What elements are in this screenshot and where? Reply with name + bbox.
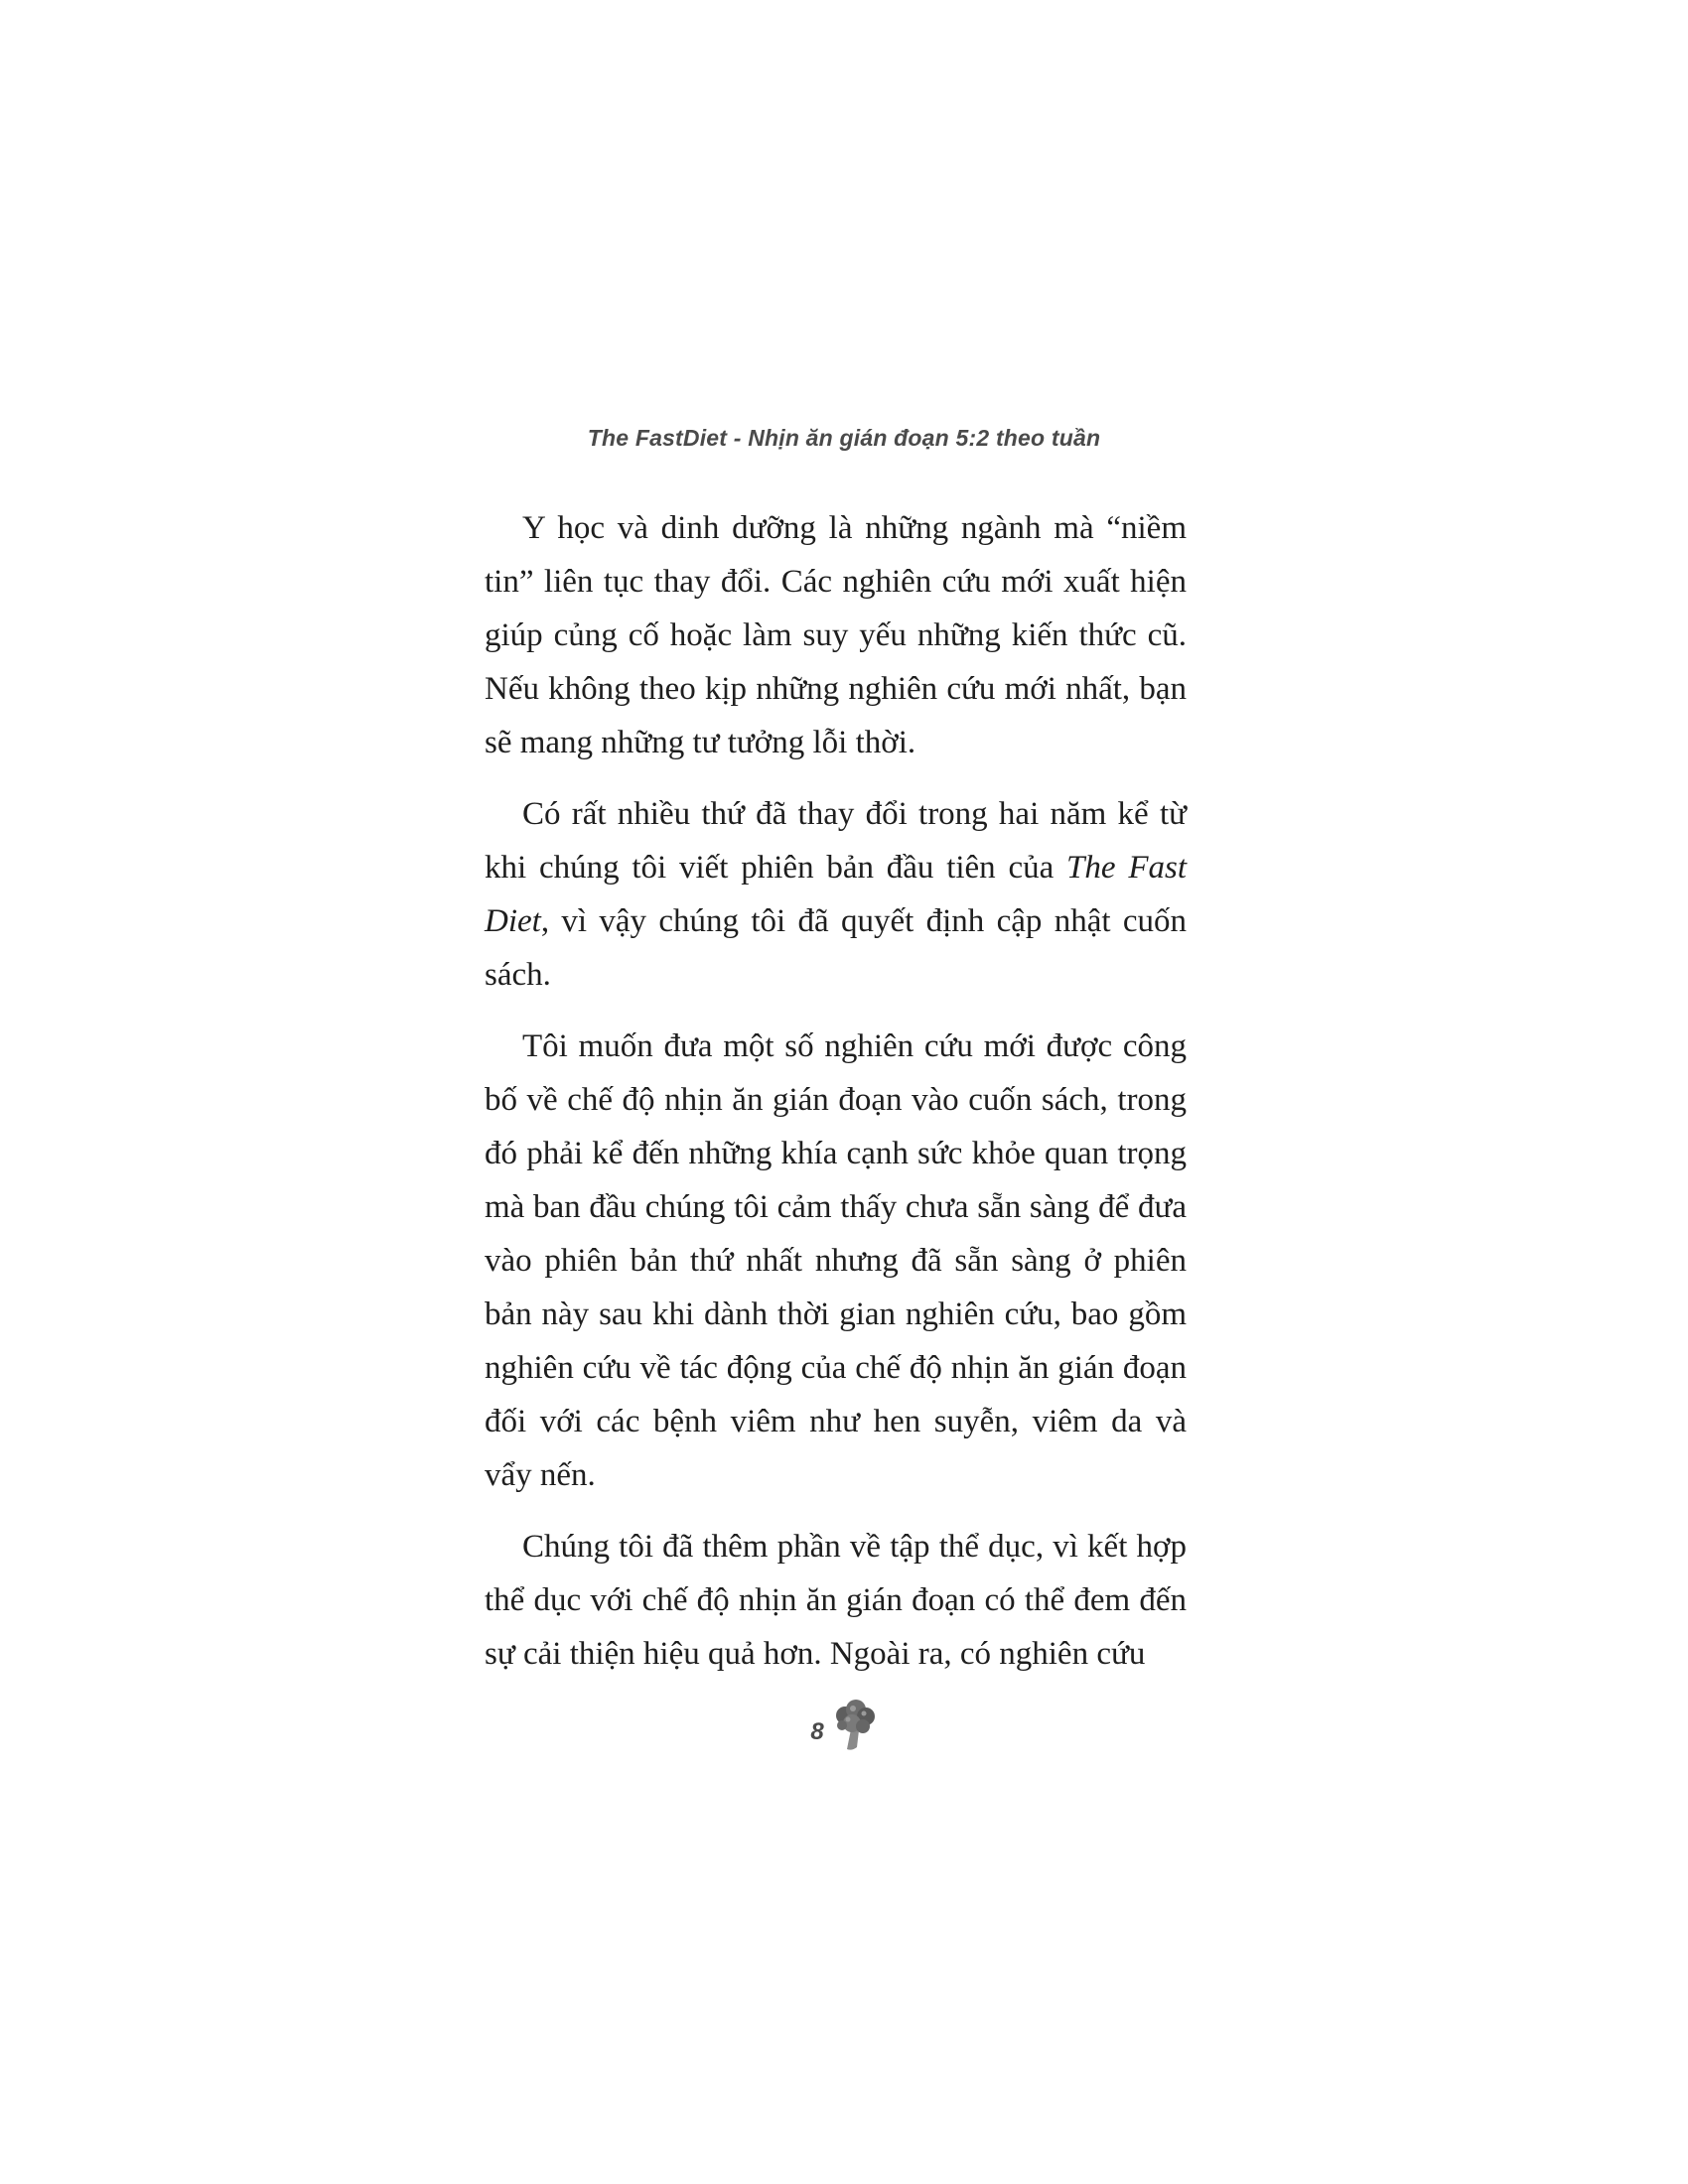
- book-title-italic: The Fast Diet: [485, 850, 1187, 939]
- body-text: [485, 501, 1187, 1699]
- paragraph-2-text-end: , vì vậy chúng tôi đã quyết định cập nhật cuốn sách.: [485, 903, 1187, 993]
- paragraph-1: Y học và dinh dưỡng là những ngành mà “niềm tin” liên tục thay đổi. Các nghiên cứu mới xuất hiện giúp củng cố hoặc làm suy yếu những kiến thức cũ. Nếu không theo kịp những nghiên cứu mới nhất, bạn sẽ mang những tư tưởng lỗi thời.: [485, 510, 1187, 760]
- page-number: 8: [810, 1718, 824, 1745]
- paragraph-2: [485, 787, 1187, 1002]
- broccoli-icon: [832, 1700, 878, 1751]
- paragraph-3: Tôi muốn đưa một số nghiên cứu mới được công bố về chế độ nhịn ăn gián đoạn vào cuốn sách, trong đó phải kể đến những khía cạnh sức khỏe quan trọng mà ban đầu chúng tôi cảm thấy chưa sẵn sàng để đưa vào phiên bản thứ nhất nhưng đã sẵn sàng ở phiên bản này sau khi dành thời gian nghiên cứu, bao gồm nghiên cứu về tác động của chế độ nhịn ăn gián đoạn đối với các bệnh viêm như hen suyễn, viêm da và vẩy nến.: [485, 1028, 1187, 1493]
- running-header: The FastDiet - Nhịn ăn gián đoạn 5:2 theo tuần: [587, 425, 1101, 451]
- paragraph-4: Chúng tôi đã thêm phần về tập thể dục, vì kết hợp thể dục với chế độ nhịn ăn gián đoạn có thể đem đến sự cải thiện hiệu quả hơn. Ngoài ra, có nghiên cứu: [485, 1529, 1187, 1672]
- page-footer: [0, 1700, 1688, 1751]
- paragraph-2-text-start: Có rất nhiều thứ đã thay đổi trong hai năm kể từ khi chúng tôi viết phiên bản đầu tiên của: [485, 796, 1187, 886]
